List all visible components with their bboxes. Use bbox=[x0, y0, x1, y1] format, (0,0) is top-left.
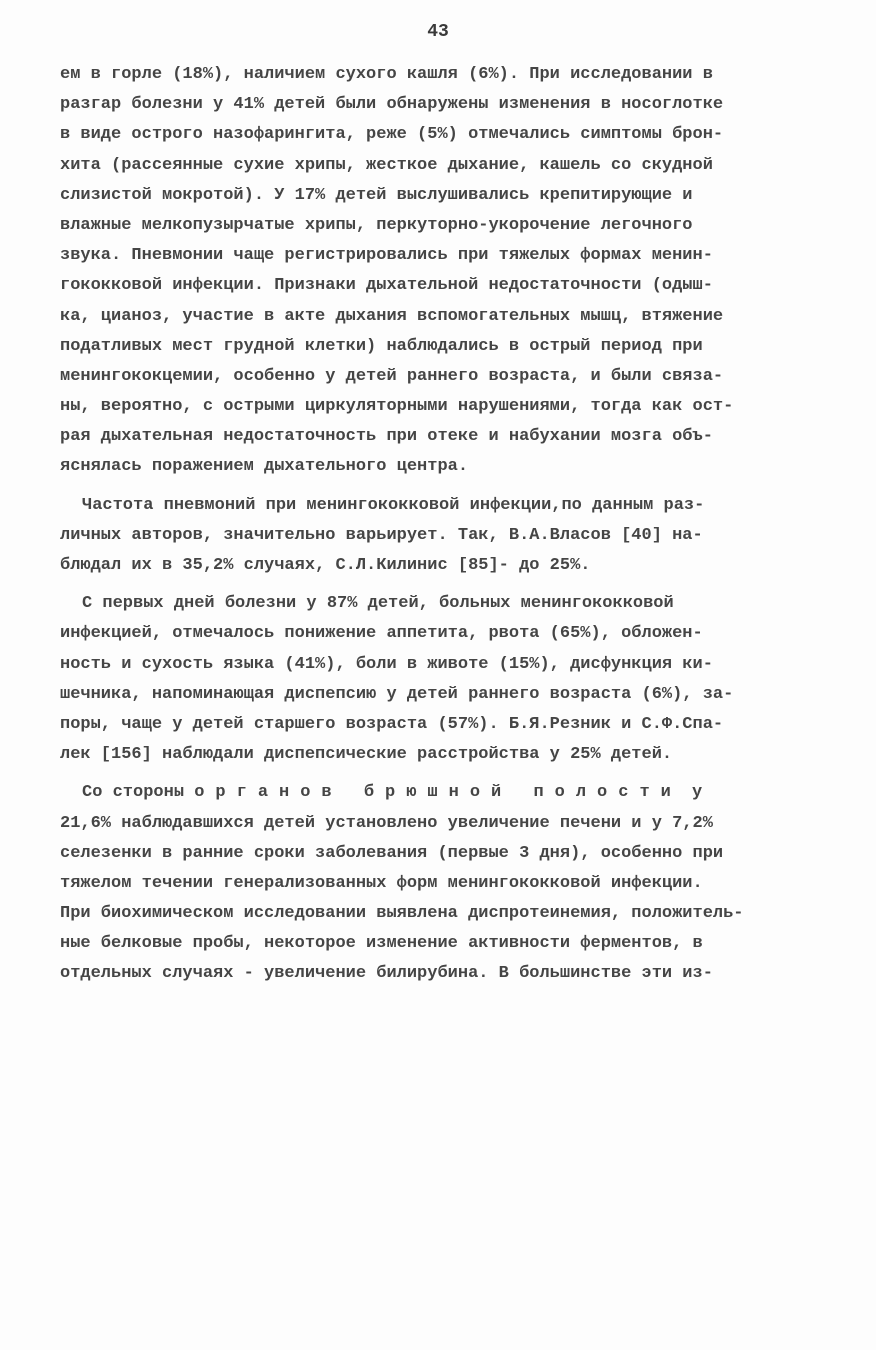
text-line: шечника, напоминающая диспепсию у детей раннего возраста (6%), за- bbox=[60, 684, 734, 704]
text-line: отдельных случаях - увеличение билирубина. В большинстве эти из- bbox=[60, 964, 713, 984]
paragraph-gap bbox=[60, 770, 820, 778]
text-line: рая дыхательная недостаточность при отеке и набухании мозга объ- bbox=[60, 427, 713, 447]
page-number: 43 bbox=[427, 22, 449, 42]
text-line: ны, вероятно, с острыми циркуляторными нарушениями, тогда как ост- bbox=[60, 397, 734, 417]
text-line: лек [156] наблюдали диспепсические расстройства у 25% детей. bbox=[60, 745, 673, 765]
text-line: влажные мелкопузырчатые хрипы, перкуторно-укорочение легочного bbox=[60, 215, 693, 235]
text-line: поры, чаще у детей старшего возраста (57%). Б.Я.Резник и С.Ф.Спа- bbox=[60, 714, 724, 734]
text-line: селезенки в ранние сроки заболевания (первые 3 дня), особенно при bbox=[60, 843, 724, 863]
text-line: инфекцией, отмечалось понижение аппетита, рвота (65%), обложен- bbox=[60, 624, 703, 644]
text-line: менингококцемии, особенно у детей раннего возраста, и были связа- bbox=[60, 366, 724, 386]
text-line: яснялась поражением дыхательного центра. bbox=[60, 457, 469, 477]
paragraph-gap bbox=[60, 581, 820, 589]
text-line: ка, цианоз, участие в акте дыхания вспомогательных мышц, втяжение bbox=[60, 306, 724, 326]
text-line: личных авторов, значительно варьирует. Так, В.А.Власов [40] на- bbox=[60, 525, 703, 545]
text-line: ность и сухость языка (41%), боли в животе (15%), дисфункция ки- bbox=[60, 654, 713, 674]
text-line: хита (рассеянные сухие хрипы, жесткое дыхание, кашель со скудной bbox=[60, 155, 713, 175]
body-text bbox=[60, 60, 820, 990]
text-line: в виде острого назофарингита, реже (5%) отмечались симптомы брон- bbox=[60, 125, 724, 145]
text-line: разгар болезни у 41% детей были обнаружены изменения в носоглотке bbox=[60, 95, 724, 115]
text-line: слизистой мокротой). У 17% детей выслушивались крепитирующие и bbox=[60, 185, 693, 205]
text-line: При биохимическом исследовании выявлена диспротеинемия, положитель- bbox=[60, 904, 744, 924]
text-line: звука. Пневмонии чаще регистрировались при тяжелых формах менин- bbox=[60, 246, 713, 266]
text-line: гококковой инфекции. Признаки дыхательной недостаточности (одыш- bbox=[60, 276, 713, 296]
text-line: С первых дней болезни у 87% детей, больных менингококковой bbox=[82, 594, 674, 614]
text-line: тяжелом течении генерализованных форм менингококковой инфекции. bbox=[60, 873, 703, 893]
text-line: податливых мест грудной клетки) наблюдались в острый период при bbox=[60, 336, 703, 356]
text-line: Частота пневмоний при менингококковой инфекции,по данным раз- bbox=[82, 495, 705, 515]
text-line: блюдал их в 35,2% случаях, С.Л.Килинис [85]- до 25%. bbox=[60, 556, 591, 575]
text-line: Со стороны органов брюшной полости у bbox=[82, 783, 703, 803]
text-line: ем в горле (18%), наличием сухого кашля (6%). При исследовании в bbox=[60, 65, 713, 84]
text-line: ные белковые пробы, некоторое изменение активности ферментов, в bbox=[60, 934, 703, 954]
text-line: 21,6% наблюдавшихся детей установлено увеличение печени и у 7,2% bbox=[60, 813, 713, 833]
paragraph-gap bbox=[60, 483, 820, 491]
